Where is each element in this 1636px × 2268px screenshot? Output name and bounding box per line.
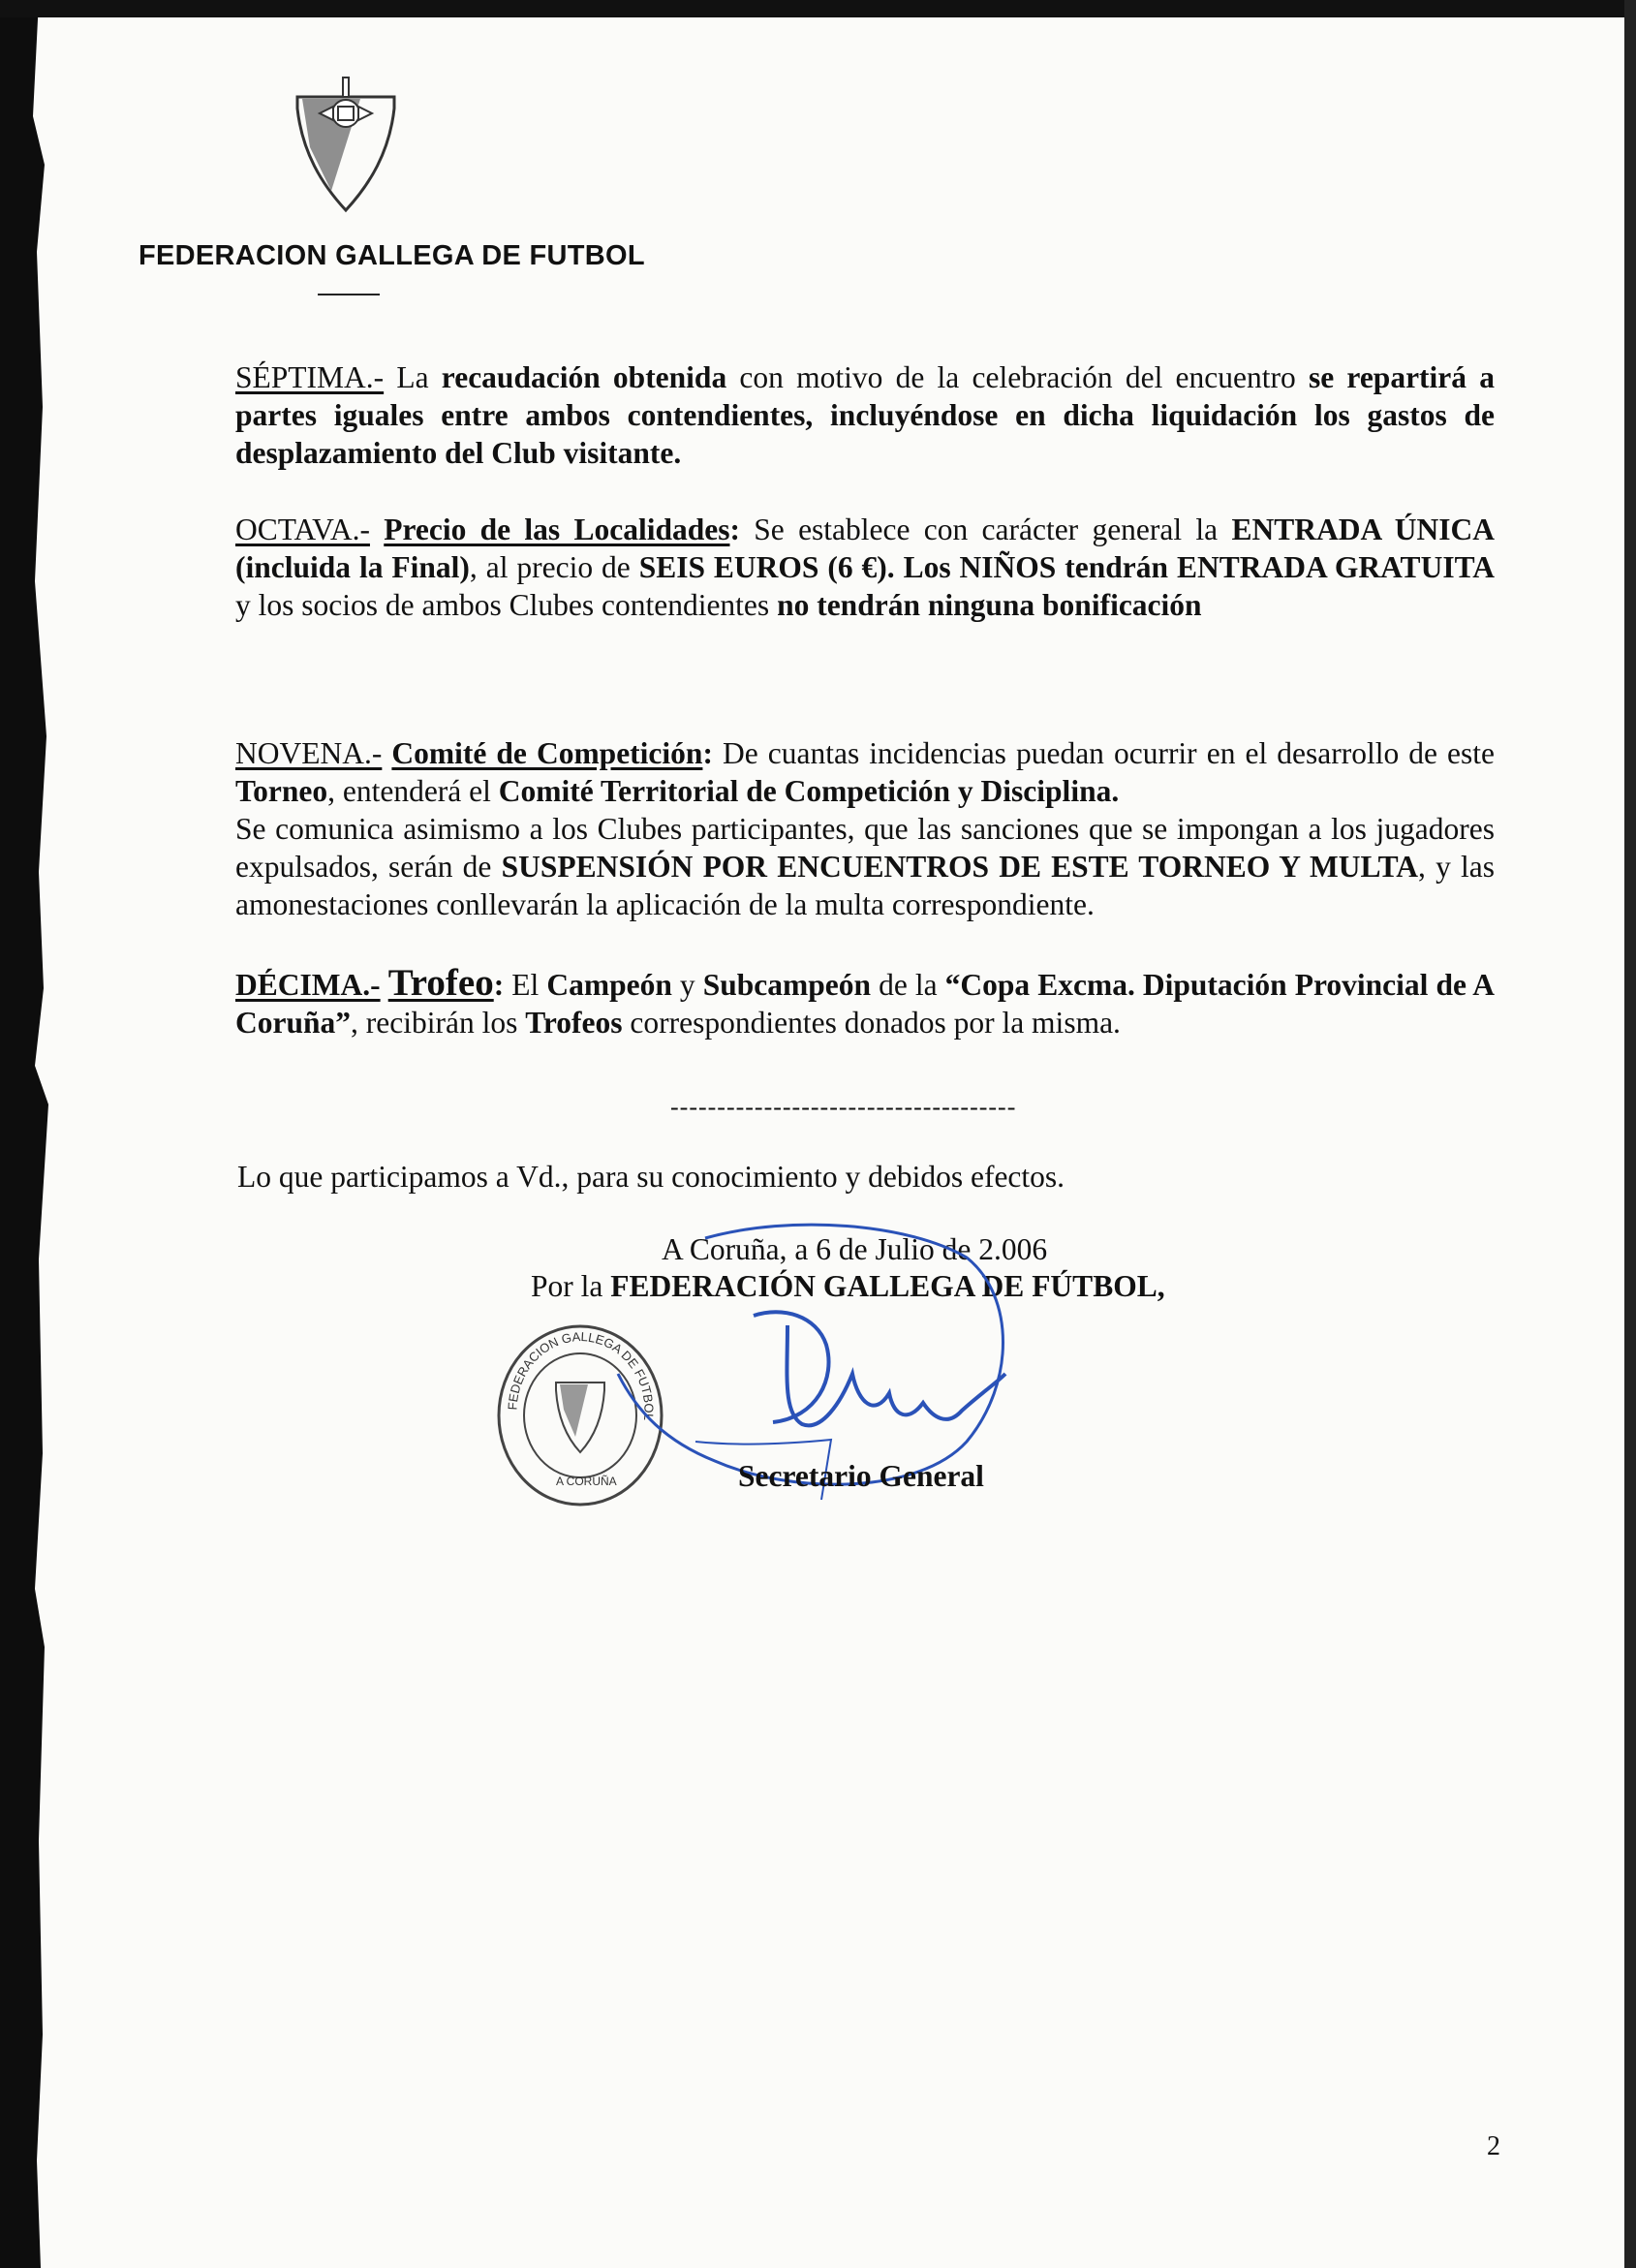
clause-bold: Comité Territorial de Competición y Disciplina. — [498, 774, 1120, 808]
clause-text: correspondientes donados por la misma. — [622, 1006, 1121, 1040]
page-number: 2 — [1487, 2131, 1500, 2161]
clause-text: Se comunica asimismo a los Clubes participantes, que las sanciones que se impongan a los jugadores expulsados, serán de — [235, 812, 1495, 884]
clause-text: , y las amonestaciones conllevarán la aplicación de la multa correspondiente. — [235, 850, 1495, 921]
clause-bold: Torneo — [235, 774, 328, 808]
clause-text: De cuantas incidencias puedan ocurrir en el desarrollo de este — [712, 736, 1495, 770]
date-line: A Coruña, a 6 de Julio de 2.006 — [662, 1232, 1048, 1266]
clause-label: NOVENA.- — [235, 736, 383, 770]
clause-bold: no tendrán ninguna bonificación — [777, 588, 1202, 622]
clause-bold: Trofeos — [525, 1006, 623, 1040]
signatory-prefix: Por la — [531, 1269, 611, 1303]
clause-text: de la — [871, 968, 945, 1002]
clause-septima — [235, 358, 1495, 472]
clause-novena — [235, 734, 1495, 923]
clause-label: SÉPTIMA.- — [235, 360, 385, 394]
clause-text: y — [671, 968, 703, 1002]
clause-text: con motivo de la celebración del encuentro — [726, 360, 1309, 394]
crest-logo-icon — [293, 70, 399, 215]
clause-bold: recaudación obtenida — [441, 360, 727, 394]
signatory-role: Secretario General — [738, 1459, 984, 1493]
clause-bold: ENTRADA ÚNICA (incluida la Final) — [235, 513, 1495, 584]
signatory-org: FEDERACIÓN GALLEGA DE FÚTBOL, — [610, 1269, 1165, 1303]
clause-octava — [235, 511, 1495, 624]
header-divider — [318, 294, 380, 295]
clause-text: , al precio de — [469, 550, 639, 584]
clause-title: Comité de Competición — [391, 736, 703, 770]
clause-text: El — [504, 968, 547, 1002]
clause-bold: SUSPENSIÓN POR ENCUENTROS DE ESTE TORNEO Y MULTA — [501, 850, 1419, 884]
clause-bold: “Copa Excma. Diputación Provincial de A Coruña” — [235, 968, 1496, 1040]
clause-bold: se repartirá a partes iguales entre ambos contendientes, incluyéndose en dicha liquidación los gastos de desplazamiento del Club visitante. — [235, 360, 1495, 470]
svg-text:FEDERACION GALLEGA DE FUTBOL: FEDERACION GALLEGA DE FUTBOL — [505, 1329, 657, 1421]
clause-title: Trofeo — [387, 962, 494, 1004]
organization-header: FEDERACION GALLEGA DE FUTBOL — [139, 240, 645, 271]
clause-title: Precio de las Localidades — [384, 513, 730, 546]
clause-bold: Campeón — [546, 968, 672, 1002]
clause-text: La — [384, 360, 442, 394]
clause-text: , recibirán los — [351, 1006, 526, 1040]
section-separator: ------------------------------------- — [670, 1093, 1017, 1121]
clause-bold: Subcampeón — [702, 968, 872, 1002]
clause-colon: : — [493, 968, 505, 1002]
clause-text: Se establece con carácter general la — [740, 513, 1232, 546]
scan-top-border — [0, 0, 1636, 17]
svg-text:A CORUÑA: A CORUÑA — [556, 1475, 617, 1488]
clause-label: DÉCIMA.- — [235, 968, 381, 1002]
scan-right-border — [1624, 0, 1636, 2268]
torn-left-edge — [0, 0, 53, 2268]
clause-colon: : — [729, 513, 740, 546]
clause-text: y los socios de ambos Clubes contendientes — [235, 588, 778, 622]
clause-text: , entenderá el — [327, 774, 499, 808]
clause-decima — [235, 964, 1495, 1041]
clause-bold: SEIS EUROS (6 €). Los NIÑOS tendrán ENTRADA GRATUITA — [638, 550, 1495, 584]
clause-colon: : — [702, 736, 713, 770]
closing-line: Lo que participamos a Vd., para su conocimiento y debidos efectos. — [237, 1160, 1065, 1194]
clause-label: OCTAVA.- — [235, 513, 370, 546]
